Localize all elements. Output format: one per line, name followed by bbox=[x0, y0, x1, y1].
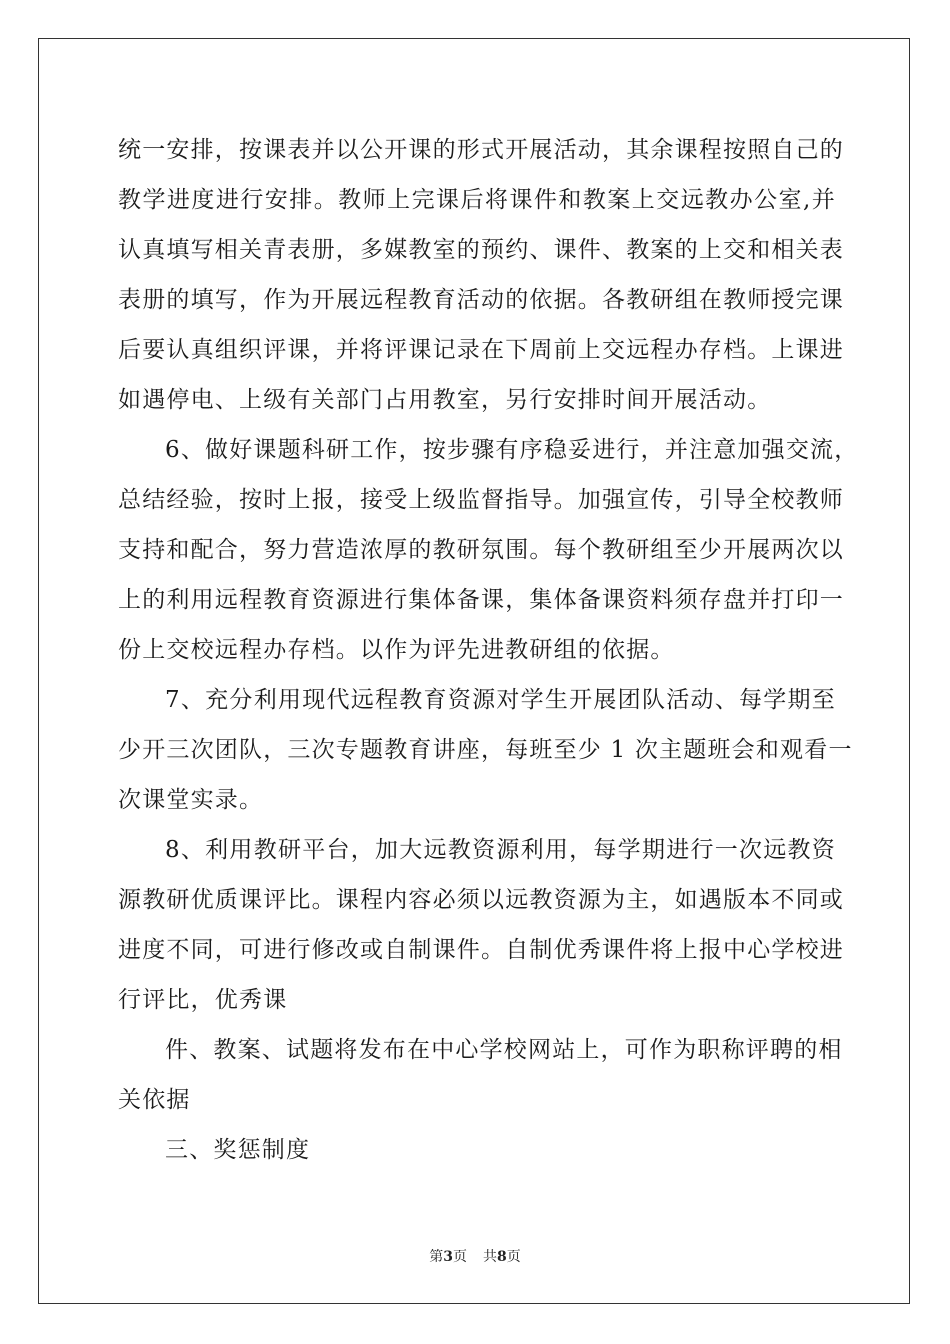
text-line: 后要认真组织评课，并将评课记录在下周前上交远程办存档。上课进 bbox=[118, 337, 844, 363]
current-page-number: 3 bbox=[443, 1249, 453, 1265]
footer-prefix: 第 bbox=[429, 1249, 444, 1265]
footer-total-suffix: 页 bbox=[506, 1249, 521, 1265]
text-line: 总结经验，按时上报，接受上级监督指导。加强宣传，引导全校教师 bbox=[118, 487, 844, 513]
total-page-count: 8 bbox=[497, 1249, 507, 1265]
text-line: 少开三次团队，三次专题教育讲座，每班至少 1 次主题班会和观看一 bbox=[118, 737, 853, 763]
page-footer bbox=[0, 1246, 950, 1266]
text-line: 进度不同，可进行修改或自制课件。自制优秀课件将上报中心学校进 bbox=[118, 937, 844, 963]
text-line: 份上交校远程办存档。以作为评先进教研组的依据。 bbox=[118, 637, 675, 663]
paragraph-7-start: 7、充分利用现代远程教育资源对学生开展团队活动、每学期至 bbox=[165, 687, 836, 713]
footer-total-prefix: 共 bbox=[483, 1249, 497, 1265]
section-heading-rewards: 三、奖惩制度 bbox=[165, 1137, 311, 1163]
text-line: 源教研优质课评比。课程内容必须以远教资源为主，如遇版本不同或 bbox=[118, 887, 844, 913]
paragraph-continuation: 件、教案、试题将发布在中心学校网站上，可作为职称评聘的相 bbox=[165, 1037, 843, 1063]
document-body bbox=[118, 128, 859, 1178]
text-line: 教学进度进行安排。教师上完课后将课件和教案上交远教办公室,并 bbox=[118, 187, 836, 213]
text-line: 关依据 bbox=[118, 1087, 191, 1113]
text-line: 次课堂实录。 bbox=[118, 787, 264, 813]
paragraph-6-start: 6、做好课题科研工作，按步骤有序稳妥进行，并注意加强交流， bbox=[165, 437, 859, 463]
text-line: 表册的填写，作为开展远程教育活动的依据。各教研组在教师授完课 bbox=[118, 287, 844, 313]
text-line: 支持和配合，努力营造浓厚的教研氛围。每个教研组至少开展两次以 bbox=[118, 537, 844, 563]
footer-page-suffix: 页 bbox=[453, 1249, 467, 1265]
paragraph-8-start: 8、利用教研平台，加大远教资源利用，每学期进行一次远教资 bbox=[165, 837, 836, 863]
text-line: 统一安排，按课表并以公开课的形式开展活动，其余课程按照自己的 bbox=[118, 137, 844, 163]
text-line: 如遇停电、上级有关部门占用教室，另行安排时间开展活动。 bbox=[118, 387, 772, 413]
text-line: 认真填写相关青表册，多媒教室的预约、课件、教案的上交和相关表 bbox=[118, 237, 844, 263]
text-line: 上的利用远程教育资源进行集体备课，集体备课资料须存盘并打印一 bbox=[118, 587, 844, 613]
text-line: 行评比，优秀课 bbox=[118, 987, 288, 1013]
